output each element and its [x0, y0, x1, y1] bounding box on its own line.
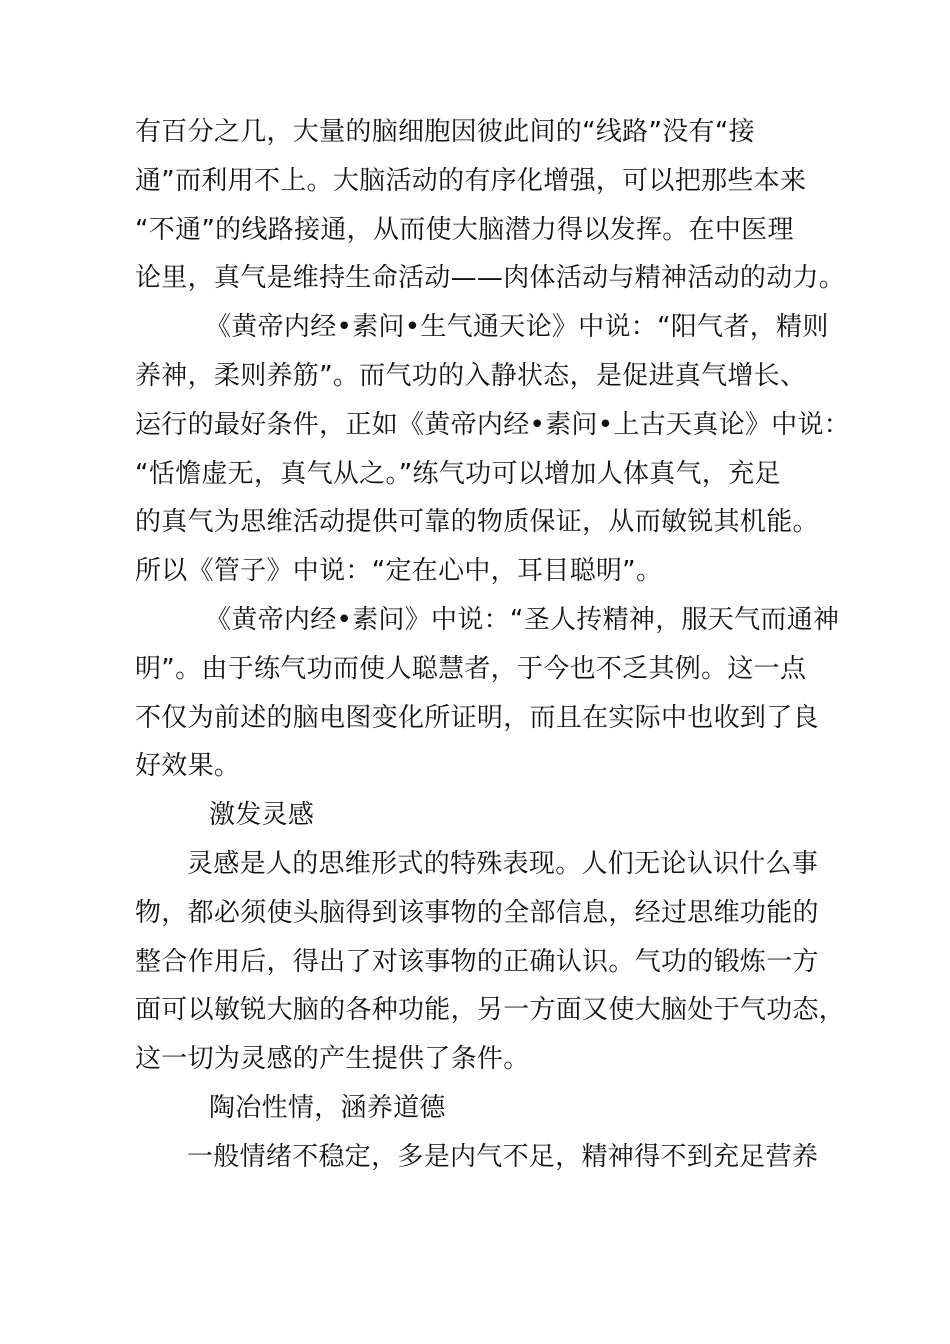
text-line: 有百分之几，大量的脑细胞因彼此间的“线路”没有“接 [135, 117, 755, 147]
paragraph-first-line: 灵感是人的思维形式的特殊表现。人们无论认识什么事 [187, 848, 819, 879]
body-text [135, 108, 851, 1182]
text-line: 好效果。 [135, 751, 241, 782]
paragraph-first-line: 《黄帝内经•素问•生气通天论》中说：“阳气者，精则 [205, 312, 829, 343]
text-line: 物，都必须使头脑得到该事物的全部信息，经过思维功能的 [135, 897, 819, 928]
text-line: 通”而利用不上。大脑活动的有序化增强，可以把那些本来 [135, 165, 807, 196]
text-line: “不通”的线路接通，从而使大脑潜力得以发挥。在中医理 [135, 214, 794, 245]
text-line: 面可以敏锐大脑的各种功能，另一方面又使大脑处于气功态， [135, 995, 846, 1026]
text-line: 所以《管子》中说：“定在心中，耳目聪明”。 [135, 556, 663, 587]
paragraph-first-line: 《黄帝内经•素问》中说：“圣人抟精神，服天气而通神 [205, 604, 840, 635]
section-heading: 陶冶性情，涵养道德 [209, 1092, 446, 1123]
text-line: 的真气为思维活动提供可靠的物质保证，从而敏锐其机能。 [135, 507, 819, 538]
paragraph-first-line: 一般情绪不稳定，多是内气不足，精神得不到充足营养 [187, 1141, 819, 1172]
text-line: 论里，真气是维持生命活动——肉体活动与精神活动的动力。 [135, 263, 846, 294]
section-heading: 激发灵感 [209, 800, 315, 831]
text-line: 运行的最好条件，正如《黄帝内经•素问•上古天真论》中说： [135, 409, 851, 440]
text-line: 养神，柔则养筋”。而气功的入静状态，是促进真气增长、 [135, 360, 807, 391]
text-line: 这一切为灵感的产生提供了条件。 [135, 1044, 530, 1075]
text-line: 整合作用后，得出了对该事物的正确认识。气功的锻炼一方 [135, 946, 819, 977]
text-line: 不仅为前述的脑电图变化所证明，而且在实际中也收到了良 [135, 702, 819, 733]
text-line: “恬憺虚无，真气从之。”练气功可以增加人体真气，充足 [135, 458, 781, 489]
text-line: 明”。由于练气功而使人聪慧者，于今也不乏其例。这一点 [135, 653, 807, 684]
